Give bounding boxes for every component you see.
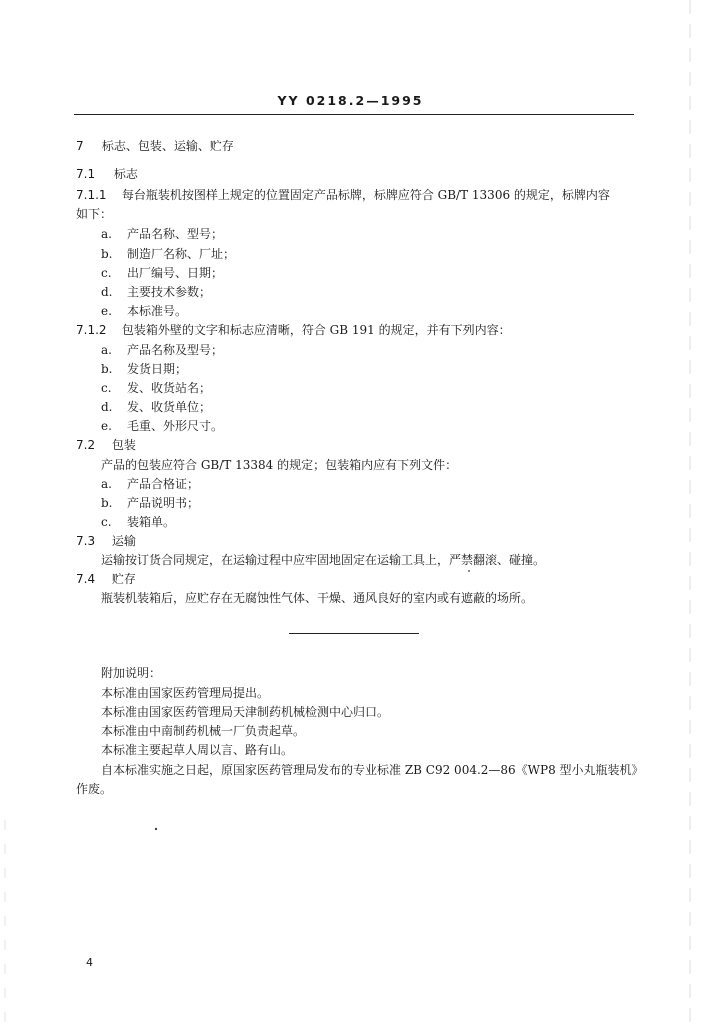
section-title: 标志、包装、运输、贮存: [101, 139, 234, 153]
clause-number: 7.1.2: [76, 323, 107, 337]
list-item: [101, 302, 187, 320]
list-item: [101, 360, 187, 378]
section-title: 贮存: [111, 572, 136, 586]
section-number: 7.4: [76, 572, 96, 586]
section-7-3-heading: [76, 532, 136, 550]
list-item: [101, 417, 223, 435]
list-item: [101, 513, 175, 531]
list-item: [101, 264, 223, 282]
section-7-4-heading: [76, 570, 136, 588]
list-item: [101, 283, 211, 301]
list-text: 产品名称、型号；: [127, 227, 224, 241]
section-number: 7.2: [76, 438, 96, 452]
list-text: 发、收货单位；: [127, 400, 212, 414]
list-item: [101, 475, 199, 493]
list-marker: c.: [101, 515, 112, 529]
clause-7-4-text: 瓶装机装箱后，应贮存在无腐蚀性气体、干燥、通风良好的室内或有遮蔽的场所。: [101, 591, 534, 605]
list-marker: b.: [101, 362, 113, 376]
list-text: 制造厂名称、厂址；: [127, 247, 236, 261]
list-marker: d.: [101, 285, 113, 299]
clause-7-3-text: 运输按订货合同规定，在运输过程中应牢固地固定在运输工具上，严禁翻滚、碰撞。: [101, 553, 546, 567]
list-item: [101, 341, 223, 359]
list-marker: a.: [101, 343, 112, 357]
list-text: 产品名称及型号；: [127, 343, 224, 357]
section-number: 7.3: [76, 534, 96, 548]
section-number: 7: [76, 139, 84, 153]
list-text: 发、收货站名；: [127, 381, 212, 395]
notes-line: 自本标准实施之日起，原国家医药管理局发布的专业标准 ZB C92 004.2—86《WP8 型小丸瓶装机》: [101, 763, 644, 777]
list-text: 主要技术参数；: [127, 285, 212, 299]
notes-line: 本标准由国家医药管理局提出。: [101, 686, 270, 700]
notes-line: 作废。: [76, 782, 113, 796]
list-marker: a.: [101, 477, 112, 491]
section-7-1-heading: [76, 165, 138, 183]
section-number: 7.1: [76, 167, 96, 181]
list-marker: d.: [101, 400, 113, 414]
clause-7-1-1-line1: [76, 186, 610, 204]
list-marker: a.: [101, 227, 112, 241]
list-item: [101, 379, 211, 397]
list-text: 出厂编号、日期；: [127, 266, 224, 280]
standard-code-header: YY 0218.2—1995: [277, 93, 424, 108]
list-text: 装箱单。: [127, 515, 176, 529]
section-divider: [289, 633, 419, 634]
notes-line: 本标准由国家医药管理局天津制药机械检测中心归口。: [101, 705, 390, 719]
list-item: [101, 398, 211, 416]
page-number: 4: [86, 956, 93, 969]
list-marker: b.: [101, 496, 113, 510]
notes-line: 本标准由中南制药机械一厂负责起草。: [101, 724, 306, 738]
list-text: 发货日期；: [127, 362, 188, 376]
list-marker: e.: [101, 304, 112, 318]
list-text: 毛重、外形尺寸。: [127, 419, 224, 433]
clause-text: 包装箱外壁的文字和标志应清晰，符合 GB 191 的规定，并有下列内容：: [121, 323, 511, 337]
section-title: 运输: [111, 534, 136, 548]
list-marker: e.: [101, 419, 112, 433]
list-text: 产品说明书；: [127, 496, 200, 510]
clause-7-2-text: 产品的包装应符合 GB/T 13384 的规定；包装箱内应有下列文件：: [101, 458, 458, 472]
list-item: [101, 494, 199, 512]
clause-text: 每台瓶装机按图样上规定的位置固定产品标牌，标牌应符合 GB/T 13306 的规定，标牌内容: [121, 188, 610, 202]
section-7-heading: [76, 137, 234, 155]
list-marker: b.: [101, 247, 113, 261]
section-7-2-heading: [76, 436, 136, 454]
notes-title: 附加说明：: [101, 666, 162, 680]
clause-number: 7.1.1: [76, 188, 107, 202]
list-text: 本标准号。: [127, 304, 188, 318]
clause-7-1-1-line2: 如下：: [76, 207, 113, 221]
header-rule: [74, 114, 634, 115]
section-title: 标志: [113, 167, 138, 181]
clause-7-1-2: [76, 321, 511, 339]
list-marker: c.: [101, 266, 112, 280]
notes-line: 本标准主要起草人周以言、路有山。: [101, 743, 294, 757]
section-title: 包装: [111, 438, 136, 452]
list-item: [101, 245, 235, 263]
list-item: [101, 225, 223, 243]
list-text: 产品合格证；: [127, 477, 200, 491]
list-marker: c.: [101, 381, 112, 395]
